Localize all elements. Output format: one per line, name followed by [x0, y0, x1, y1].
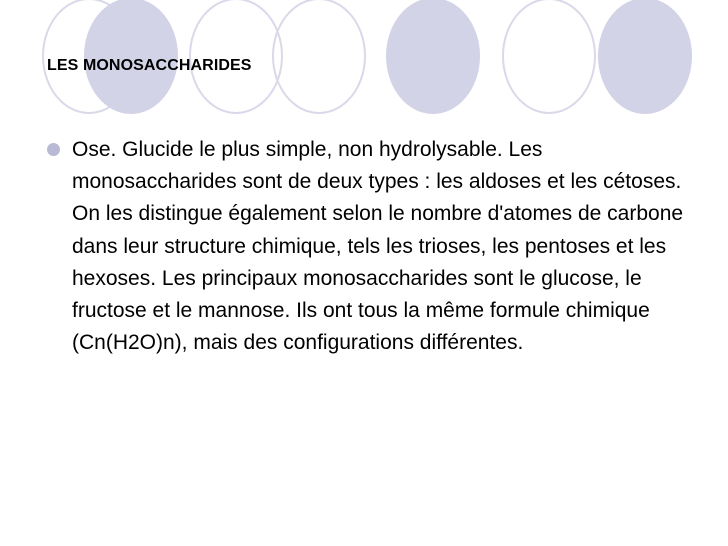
bullet-text: Ose. Glucide le plus simple, non hydrolysable. Les monosaccharides sont de deux types : les aldoses et les cétoses. On les distingue également selon le nombre d'atomes de carbone dans leur structure chimique, tels les trioses, les pentoses et les hexoses. Les principaux monosaccharides sont le glucose, le fructose et le mannose. Ils ont tous la même formule chimique (Cn(H2O)n), mais des configurations différentes.: [72, 138, 684, 355]
decorative-circle: [502, 0, 596, 114]
bullet-list: [47, 134, 687, 359]
decorative-circle: [386, 0, 480, 114]
decorative-circle: [272, 0, 366, 114]
list-item: [47, 134, 687, 359]
decorative-circle: [598, 0, 692, 114]
bullet-icon: [47, 143, 60, 156]
slide-title: LES MONOSACCHARIDES: [47, 57, 252, 74]
